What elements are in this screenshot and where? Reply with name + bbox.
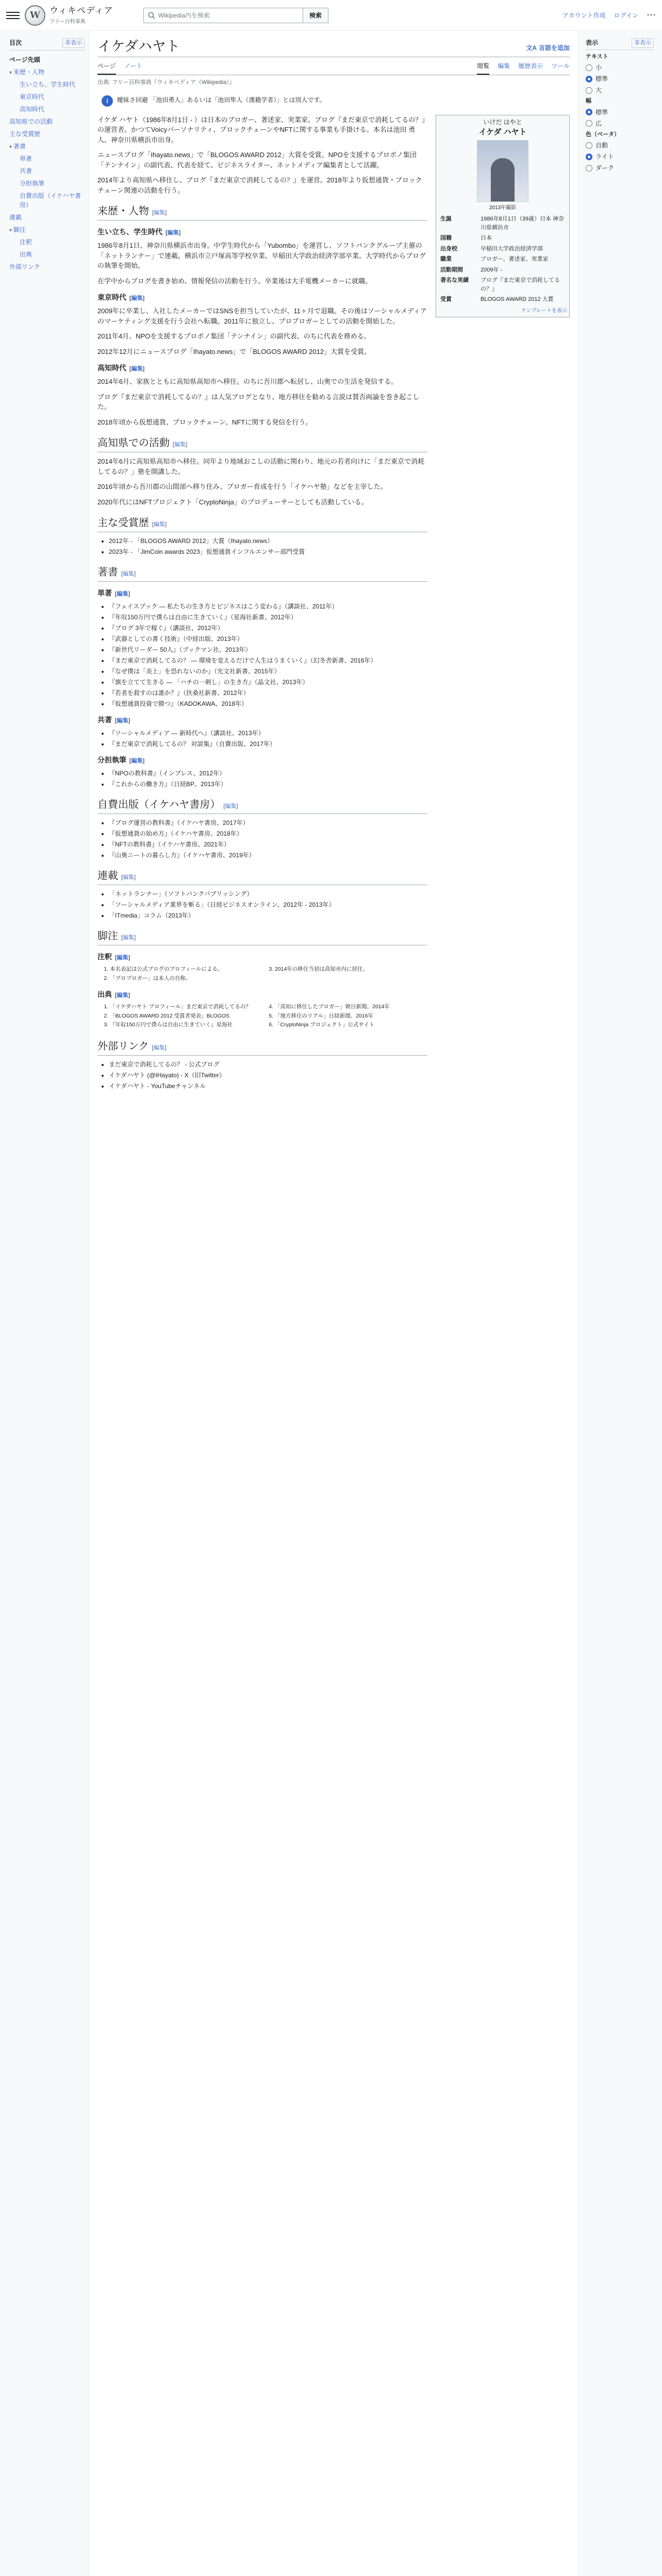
infobox-row: [438, 244, 567, 255]
radio-icon[interactable]: [586, 87, 592, 94]
color-heading: 色（ベータ）: [586, 131, 620, 138]
translate-icon: 文A: [526, 44, 537, 52]
serials-list: [109, 889, 427, 920]
section-heading-sources: 出典 [編集]: [97, 990, 130, 998]
reference-item: 1. 「イケダハヤト プロフィール」まだ東京で消耗してるの？: [110, 1003, 262, 1011]
infobox-row: [438, 294, 567, 305]
search-form: [143, 8, 328, 23]
search-button[interactable]: 検索: [303, 8, 328, 23]
toc-item[interactable]: [9, 177, 85, 190]
infobox-reading: いけだ はやと: [483, 118, 522, 126]
section-heading-books: 著書 [編集]: [97, 565, 427, 582]
chevron-down-icon[interactable]: ▾: [9, 70, 12, 76]
toc-item[interactable]: [9, 165, 85, 177]
awards-list: [109, 536, 427, 556]
page-title: イケダハヤト: [97, 39, 180, 54]
book-item: • 『フェイスブック ― 私たちの生き方とビジネスはこう変わる』（講談社、2011年）: [109, 602, 427, 611]
note-item: 2. 「プロブロガー」は本人の自称。: [110, 975, 262, 983]
reference-item: 4. 「高知に移住したブロガー」朝日新聞、2014年: [275, 1003, 427, 1011]
edit-link[interactable]: 編集: [174, 442, 186, 448]
search-icon: [148, 12, 155, 19]
toc-item-label: 分担執筆: [20, 179, 45, 187]
paragraph: 2011年4月、NPOを支援するプロボノ集団「テンナイン」の副代表、のちに代表を務める。: [97, 332, 371, 341]
chevron-down-icon[interactable]: ▾: [9, 144, 12, 150]
section-heading-awards: 主な受賞歴 [編集]: [97, 515, 427, 532]
radio-label: 小: [595, 64, 602, 71]
globe-icon: W: [25, 5, 45, 26]
infobox-label: 職業: [440, 256, 452, 263]
book-item: • 『山奥ニートの暮らし方』（イケハヤ書房、2019年）: [109, 851, 427, 860]
book-item: • 『なぜ僕は「炎上」を恐れないのか』（光文社新書、2015年）: [109, 667, 427, 676]
edit-link[interactable]: 編集: [131, 758, 143, 765]
section-heading-serial: 連載 [編集]: [97, 868, 427, 885]
book-item: • 『まだ東京で消耗してるの？ 対談集』（自費出版、2017年）: [109, 739, 427, 749]
create-account-link[interactable]: アカウント作成: [562, 11, 606, 19]
radio-icon[interactable]: [586, 120, 592, 127]
main-menu-icon[interactable]: [6, 9, 20, 22]
appearance-heading: 表示: [586, 39, 599, 46]
note-item: 3. 2014年の移住当初は高知市内に居住。: [275, 965, 427, 974]
infobox-label: 活動期間: [440, 266, 463, 273]
reference-item: 6. 「CryptoNinja プロジェクト」公式サイト: [275, 1021, 427, 1029]
toc-item[interactable]: [9, 91, 85, 103]
book-item: • 『若者を殺すのは誰か？』（扶桑社新書、2012年）: [109, 688, 427, 698]
infobox-value: ブログ『まだ東京で消耗してるの？』: [481, 277, 560, 292]
toc-item-label: 外部リンク: [9, 263, 40, 270]
template-link[interactable]: テンプレートを表示: [521, 308, 567, 314]
toc-item-label: 生い立ち、学生時代: [20, 80, 76, 88]
sources-list: [110, 1003, 427, 1030]
book-item: • 『年収150万円で僕らは自由に生きていく』（星海社新書、2012年）: [109, 613, 427, 622]
book-item: • 『NPOの教科書』（インプレス、2012年）: [109, 769, 427, 778]
toc-item[interactable]: [9, 248, 85, 261]
toc-item-label: 主な受賞歴: [9, 130, 41, 138]
notes-list: [110, 965, 427, 983]
width-option[interactable]: [586, 108, 654, 117]
info-icon: i: [102, 95, 113, 107]
external-link[interactable]: • まだ東京で消耗してるの？ - 公式ブログ: [109, 1060, 427, 1069]
tagline: フリー百科事典: [49, 19, 86, 25]
edit-link[interactable]: 編集: [153, 1045, 165, 1052]
infobox-row: [438, 214, 567, 233]
toc-item-label: 自費出版（イケハヤ書房）: [20, 192, 81, 209]
text-size-option[interactable]: [586, 86, 654, 95]
more-icon[interactable]: ⋯: [647, 10, 656, 20]
edit-link[interactable]: 編集: [131, 366, 143, 372]
radio-icon[interactable]: [586, 109, 592, 115]
toc-item[interactable]: [9, 224, 85, 236]
edit-link[interactable]: 編集: [167, 230, 179, 236]
note-item: 1. 本名表記は公式ブログのプロフィールによる。: [110, 965, 262, 974]
edit-link[interactable]: 編集: [123, 571, 135, 578]
tab-talk[interactable]: ノート: [124, 62, 143, 70]
external-links-list: [109, 1060, 427, 1091]
paragraph: 2016年頃から吾川郡の山間部へ移り住み、ブロガー育成を行う「イケハヤ塾」などを主宰した。: [97, 483, 387, 491]
toc-item[interactable]: [9, 190, 85, 211]
toc-item[interactable]: [9, 140, 85, 152]
book-item: • 『新世代リーダー 50人』（ブックマン社、2013年）: [109, 645, 427, 654]
serial-item: • 「ネットランナー」（ソフトバンクパブリッシング）: [109, 889, 427, 899]
paragraph: 2018年頃から仮想通貨、ブロックチェーン、NFTに関する発信を行う。: [97, 418, 312, 426]
infobox: [436, 115, 570, 317]
toc-list: [9, 54, 85, 273]
book-item: • 『まだ東京で消耗してるの？ ― 環境を変えるだけで人生はうまくいく』（幻冬舎新書、2016年）: [109, 656, 427, 665]
books-self-list: [109, 818, 427, 860]
hatnote: i 曖昧さ回避 「池田勇人」あるいは「池田隼人（漢籍学者）」とは別人です。: [97, 92, 570, 110]
infobox-row: [438, 275, 567, 294]
radio-label: 自動: [595, 142, 608, 149]
toc-item[interactable]: [9, 152, 85, 165]
infobox-row: [438, 254, 567, 265]
section-heading-bio: 来歴・人物 [編集]: [97, 204, 427, 221]
chevron-down-icon[interactable]: ▾: [9, 227, 12, 233]
edit-link[interactable]: 編集: [123, 874, 135, 881]
section-heading-kochi: 高知時代 [編集]: [97, 364, 145, 372]
toc-item-label: 高知時代: [20, 105, 45, 113]
infobox-label: 生誕: [440, 216, 452, 223]
portrait-image[interactable]: [477, 140, 528, 202]
serial-item: • 「ソーシャルメディア業界を斬る」（日経ビジネスオンライン、2012年 - 2013年）: [109, 900, 427, 909]
book-item: • 『武器としての書く技術』（中経出版、2013年）: [109, 634, 427, 643]
wordmark: ウィキペディア: [49, 6, 113, 16]
intro-paragraph: 2014年より高知県へ移住し、ブログ『まだ東京で消耗してるの？』を運営。2018年より仮想通貨・ブロックチェーン関連の活動を行う。: [97, 176, 422, 194]
edit-link[interactable]: 編集: [154, 521, 166, 528]
personal-tools: [562, 8, 656, 22]
text-size-heading: テキスト: [586, 53, 608, 60]
book-item: • 『NFTの教科書』（イケハヤ書房、2021年）: [109, 840, 427, 849]
infobox-value: 1986年8月1日（39歳）日本 神奈川県横浜市: [481, 216, 564, 231]
toc-item-label: 出典: [20, 250, 32, 258]
color-option[interactable]: [586, 141, 654, 150]
section-heading-kochi-activity: 高知県での活動 [編集]: [97, 435, 427, 452]
radio-icon[interactable]: [586, 165, 592, 172]
toc-item-label: ページ先頭: [9, 56, 40, 63]
article-body: [97, 115, 427, 1095]
toc-hide-button[interactable]: 非表示: [62, 38, 85, 48]
tab-read[interactable]: 閲覧: [477, 59, 489, 75]
site-header: [0, 0, 662, 31]
search-input[interactable]: [143, 8, 303, 23]
edit-link[interactable]: 編集: [117, 591, 128, 598]
section-heading-notes: 脚注 [編集]: [97, 928, 427, 945]
book-item: • 『これからの働き方』（日経BP、2013年）: [109, 779, 427, 789]
radio-icon[interactable]: [586, 154, 592, 160]
infobox-name: イケダ ハヤト: [478, 127, 527, 137]
book-item: • 『旗を立てて生きる ― 「ハチの一刺し」の生き方』（晶文社、2013年）: [109, 677, 427, 687]
edit-link[interactable]: 編集: [131, 295, 143, 302]
language-button[interactable]: 文A 言語を追加: [526, 44, 570, 52]
text-size-option[interactable]: [586, 63, 654, 72]
section-heading-notes-sub: 注釈 [編集]: [97, 953, 130, 961]
appearance-hide-button[interactable]: 非表示: [632, 38, 654, 48]
paragraph: 1986年8月1日、神奈川県横浜市出身。中学生時代から「Yubombo」を運営し、ソフトバンクグループ主催の「ネットランナー」で連載。横浜市立戸塚高等学校卒業、早稲田大学政治経済学部卒業。大学時代からブログの執筆を開始。: [97, 242, 426, 270]
books-contrib-list: [109, 769, 427, 789]
article-main: [89, 31, 578, 2576]
toc-item-label: 高知県での活動: [9, 117, 53, 125]
edit-link[interactable]: 編集: [154, 210, 166, 216]
infobox-value: 日本: [481, 235, 492, 242]
toc-item-label: 著書: [13, 142, 26, 150]
book-item: • 『ブログ運営の教科書』（イケハヤ書房、2017年）: [109, 818, 427, 827]
toc-item[interactable]: [9, 103, 85, 115]
radio-label: 標準: [595, 75, 608, 82]
toc-item-label: 来歴・人物: [13, 68, 45, 76]
toc-item[interactable]: [9, 128, 85, 140]
radio-label: 大: [595, 87, 602, 94]
color-option[interactable]: [586, 163, 654, 173]
infobox-value: ブロガー、著述家、実業家: [481, 256, 549, 263]
toc-item[interactable]: [9, 66, 85, 78]
serial-item: • 「ITmedia」コラム（2013年）: [109, 911, 427, 920]
infobox-row: [438, 233, 567, 244]
section-heading-early: 生い立ち、学生時代 [編集]: [97, 228, 181, 236]
toc-sidebar: [6, 31, 89, 2576]
infobox-caption: 2013年撮影: [489, 205, 517, 211]
section-heading-self: 自費出版（イケハヤ書房） [編集]: [97, 797, 427, 814]
toc-item-label: 単著: [20, 155, 32, 162]
toc-item-label: 共著: [20, 167, 32, 175]
infobox-label: 出身校: [440, 245, 457, 252]
edit-link[interactable]: 編集: [117, 955, 128, 961]
radio-label: ライト: [595, 153, 614, 160]
reference-item: 3. 『年収150万円で僕らは自由に生きていく』星海社: [110, 1021, 262, 1029]
paragraph: 2020年代にはNFTプロジェクト「CryptoNinja」のプロデューサーとしても活動している。: [97, 498, 368, 506]
reference-item: 2. 「BLOGOS AWARD 2012 受賞者発表」BLOGOS: [110, 1012, 262, 1021]
paragraph: 2014年6月に高知県高知市へ移住。同年より地域おこしの活動に関わり、地元の若者向けに「まだ東京で消耗してるの？」塾を開講した。: [97, 457, 425, 476]
section-heading-links: 外部リンク [編集]: [97, 1039, 427, 1056]
site-subtitle: 出典: フリー百科事典『ウィキペディア（Wikipedia）』: [97, 79, 235, 86]
external-link[interactable]: • イケダハヤト (@IHayato) - X（旧Twitter）: [109, 1071, 427, 1080]
search-placeholder: Wikipedia内を検索: [158, 11, 210, 19]
edit-link[interactable]: 編集: [117, 992, 128, 998]
toc-heading: 目次: [9, 39, 22, 46]
toc-item-label: 東京時代: [20, 93, 45, 100]
radio-label: 広: [595, 120, 602, 127]
page-tabs: [97, 59, 570, 75]
edit-link[interactable]: 編集: [117, 718, 128, 724]
radio-icon[interactable]: [586, 76, 592, 82]
reference-item: 5. 「地方移住のリアル」日経新聞、2016年: [275, 1012, 427, 1021]
tab-history[interactable]: 履歴表示: [518, 62, 543, 70]
edit-link[interactable]: 編集: [225, 803, 237, 810]
toc-item[interactable]: [9, 211, 85, 224]
infobox-row: [438, 265, 567, 276]
paragraph: 2012年12月にニュースブログ「Ihayato.news」で「BLOGOS AWARD 2012」大賞を受賞。: [97, 347, 371, 355]
toc-item[interactable]: [9, 54, 85, 66]
infobox-value: BLOGOS AWARD 2012 大賞: [481, 296, 554, 303]
wikipedia-logo[interactable]: [25, 5, 138, 26]
award-item: • 2023年 - 「JimCoin awards 2023」仮想通貨インフルエンサー部門受賞: [109, 547, 427, 556]
external-link[interactable]: • イケダハヤト - YouTubeチャンネル: [109, 1081, 427, 1091]
paragraph: 2009年に卒業し、入社したメーカーではSNSを担当していたが、11ヶ月で退職。その後はソーシャルメディアのマーケティング支援を行う会社へ転職。2011年に独立し、プロブロガーとしての活動を開始した。: [97, 307, 427, 325]
award-item: • 2012年 - 「BLOGOS AWARD 2012」大賞（Ihayato.news）: [109, 536, 427, 546]
toc-item-label: 脚注: [13, 226, 26, 233]
toc-item-label: 連載: [9, 213, 22, 221]
book-item: • 『仮想通貨の始め方』（イケハヤ書房、2018年）: [109, 829, 427, 838]
tab-edit[interactable]: 編集: [498, 62, 510, 70]
tab-tools[interactable]: ツール: [551, 62, 570, 70]
radio-label: ダーク: [595, 164, 615, 172]
appearance-panel: [578, 31, 656, 2576]
infobox-value: 2009年 -: [481, 266, 503, 273]
login-link[interactable]: ログイン: [614, 11, 638, 19]
infobox-label: 国籍: [440, 235, 452, 242]
radio-icon[interactable]: [586, 142, 592, 149]
section-heading-contrib: 分担執筆 [編集]: [97, 756, 145, 765]
intro-paragraph: ニュースブログ「Ihayato.news」で「BLOGOS AWARD 2012」大賞を受賞。NPOを支援するプロボノ集団「テンナイン」の副代表、代表を経て、ビジネスライター、ネットメディア編集者として活躍。: [97, 151, 417, 169]
edit-link[interactable]: 編集: [123, 935, 135, 941]
section-heading-tokyo: 東京時代 [編集]: [97, 293, 145, 302]
radio-label: 標準: [595, 108, 608, 116]
book-item: • 『ソーシャルメディア ― 新時代へ』（講談社、2013年）: [109, 728, 427, 738]
toc-item-label: 注釈: [20, 238, 32, 246]
color-option[interactable]: [586, 152, 654, 161]
toc-item[interactable]: [9, 115, 85, 128]
radio-icon[interactable]: [586, 64, 592, 71]
book-item: • 『ブログ 3年で稼ぐ』（講談社、2012年）: [109, 623, 427, 633]
books-co-list: [109, 728, 427, 749]
tab-page[interactable]: ページ: [97, 59, 116, 75]
width-option[interactable]: [586, 119, 654, 128]
toc-item[interactable]: [9, 236, 85, 248]
books-single-list: [109, 602, 427, 708]
intro-paragraph: イケダ ハヤト（1986年8月1日 - ）は日本のブロガー、著述家、実業家。ブログ『まだ東京で消耗してるの？』の運営者。かつてVoicyパーソナリティ、ブロックチェーンやNFTに関する事業も手掛ける。本名は池田 勇人。神奈川県横浜市出身。: [97, 115, 425, 144]
infobox-label: 受賞: [440, 296, 452, 303]
section-heading-single: 単著 [編集]: [97, 589, 130, 598]
book-item: • 『仮想通貨投資で勝つ』（KADOKAWA、2018年）: [109, 699, 427, 708]
paragraph: ブログ『まだ東京で消耗してるの？』は人気ブログとなり、地方移住を勧める言説は賛否両論を巻き起こした。: [97, 393, 420, 411]
text-size-option[interactable]: [586, 74, 654, 83]
paragraph: 在学中からブログを書き始め、情報発信の活動を行う。卒業後は大手電機メーカーに就職。: [97, 277, 372, 285]
section-heading-co: 共著 [編集]: [97, 716, 130, 724]
toc-item[interactable]: [9, 78, 85, 91]
infobox-label: 著名な実績: [440, 277, 469, 284]
infobox-value: 早稲田大学政治経済学部: [481, 245, 543, 252]
toc-item[interactable]: [9, 261, 85, 273]
paragraph: 2014年6月、家族とともに高知県高知市へ移住。のちに吾川郡へ転居し、山奥での生活を発信する。: [97, 378, 398, 386]
width-heading: 幅: [586, 98, 591, 104]
